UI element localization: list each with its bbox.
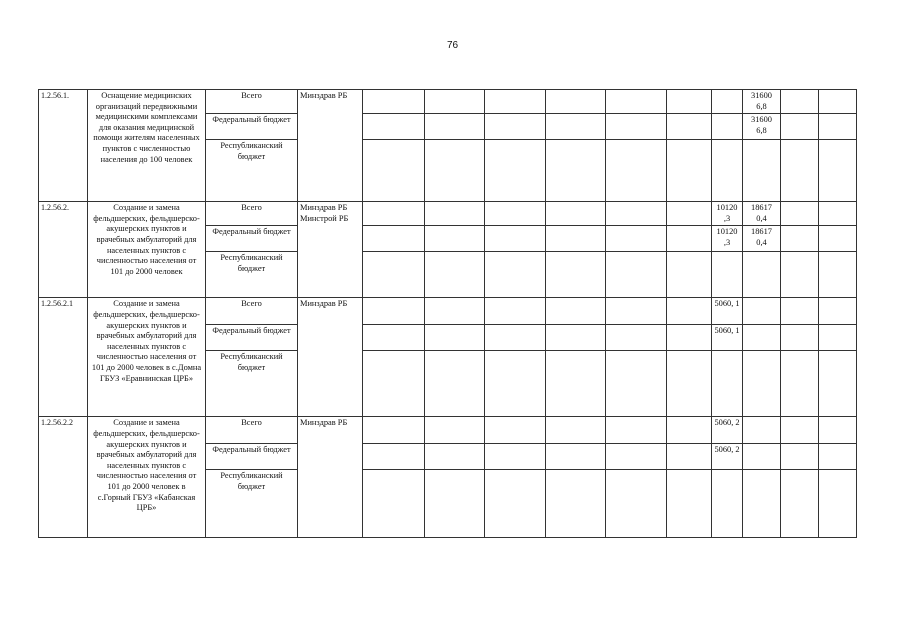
value-cell: 18617 0,4 — [743, 202, 781, 226]
empty-cell — [485, 90, 546, 114]
item-number: 1.2.56.2. — [39, 202, 88, 298]
table-row — [39, 298, 857, 325]
item-number: 1.2.56.2.2 — [39, 417, 88, 538]
empty-cell — [606, 444, 667, 470]
value-cell — [743, 470, 781, 538]
empty-cell — [363, 351, 425, 417]
empty-cell — [546, 202, 606, 226]
table-row — [39, 202, 857, 226]
empty-cell — [485, 470, 546, 538]
value-cell — [743, 417, 781, 444]
empty-cell — [363, 252, 425, 298]
empty-cell — [667, 351, 712, 417]
empty-cell — [546, 470, 606, 538]
funding-source: Всего — [206, 90, 298, 114]
empty-cell — [819, 325, 857, 351]
empty-cell — [781, 325, 819, 351]
empty-cell — [363, 140, 425, 202]
funding-source: Всего — [206, 298, 298, 325]
value-cell — [743, 351, 781, 417]
empty-cell — [819, 252, 857, 298]
value-cell: 10120 ,3 — [712, 202, 743, 226]
empty-cell — [425, 252, 485, 298]
empty-cell — [485, 325, 546, 351]
empty-cell — [781, 444, 819, 470]
empty-cell — [819, 226, 857, 252]
responsible-org: Минздрав РБ — [298, 417, 363, 538]
value-cell: 5060, 1 — [712, 325, 743, 351]
funding-source: Республиканский бюджет — [206, 470, 298, 538]
empty-cell — [363, 444, 425, 470]
value-cell: 31600 6,8 — [743, 114, 781, 140]
empty-cell — [781, 226, 819, 252]
empty-cell — [485, 202, 546, 226]
empty-cell — [606, 252, 667, 298]
empty-cell — [606, 325, 667, 351]
empty-cell — [606, 417, 667, 444]
empty-cell — [667, 252, 712, 298]
empty-cell — [546, 351, 606, 417]
empty-cell — [485, 114, 546, 140]
empty-cell — [781, 417, 819, 444]
empty-cell — [425, 470, 485, 538]
value-cell — [743, 140, 781, 202]
empty-cell — [781, 140, 819, 202]
budget-table — [38, 89, 857, 538]
value-cell — [712, 351, 743, 417]
empty-cell — [781, 202, 819, 226]
empty-cell — [546, 252, 606, 298]
empty-cell — [667, 325, 712, 351]
empty-cell — [606, 140, 667, 202]
empty-cell — [363, 417, 425, 444]
empty-cell — [606, 90, 667, 114]
empty-cell — [606, 351, 667, 417]
empty-cell — [781, 252, 819, 298]
empty-cell — [819, 444, 857, 470]
empty-cell — [667, 226, 712, 252]
empty-cell — [819, 351, 857, 417]
empty-cell — [781, 298, 819, 325]
value-cell — [743, 252, 781, 298]
empty-cell — [485, 444, 546, 470]
empty-cell — [485, 252, 546, 298]
value-cell — [743, 298, 781, 325]
responsible-org: Минздрав РБ Минстрой РБ — [298, 202, 363, 298]
funding-source: Всего — [206, 202, 298, 226]
funding-source: Республиканский бюджет — [206, 351, 298, 417]
value-cell: 18617 0,4 — [743, 226, 781, 252]
empty-cell — [819, 202, 857, 226]
empty-cell — [606, 114, 667, 140]
empty-cell — [667, 444, 712, 470]
empty-cell — [781, 470, 819, 538]
empty-cell — [819, 417, 857, 444]
item-name: Оснащение медицинских организаций передвижными медицинскими комплексами для оказания медицинской помощи жителям населенных пунктов с численностью населения до 100 человек — [88, 90, 206, 202]
funding-source: Федеральный бюджет — [206, 444, 298, 470]
value-cell — [712, 114, 743, 140]
item-number: 1.2.56.1. — [39, 90, 88, 202]
empty-cell — [781, 114, 819, 140]
empty-cell — [546, 140, 606, 202]
empty-cell — [546, 226, 606, 252]
empty-cell — [425, 417, 485, 444]
table-row — [39, 90, 857, 114]
empty-cell — [425, 202, 485, 226]
empty-cell — [667, 202, 712, 226]
empty-cell — [425, 298, 485, 325]
empty-cell — [363, 325, 425, 351]
empty-cell — [667, 470, 712, 538]
value-cell — [712, 470, 743, 538]
empty-cell — [425, 444, 485, 470]
empty-cell — [819, 470, 857, 538]
value-cell — [743, 444, 781, 470]
empty-cell — [485, 140, 546, 202]
empty-cell — [819, 114, 857, 140]
item-name: Создание и замена фельдшерских, фельдшерско-акушерских пунктов и врачебных амбулаторий для населенных пунктов с численностью населения от 101 до 2000 человек в с.Горный ГБУЗ «Кабанская ЦРБ» — [88, 417, 206, 538]
funding-source: Федеральный бюджет — [206, 114, 298, 140]
empty-cell — [606, 470, 667, 538]
empty-cell — [485, 226, 546, 252]
empty-cell — [363, 202, 425, 226]
funding-source: Республиканский бюджет — [206, 252, 298, 298]
item-name: Создание и замена фельдшерских, фельдшерско-акушерских пунктов и врачебных амбулаторий для населенных пунктов с численностью населения от 101 до 2000 человек — [88, 202, 206, 298]
empty-cell — [667, 298, 712, 325]
page-number: 76 — [446, 40, 459, 51]
value-cell: 5060, 1 — [712, 298, 743, 325]
funding-source: Республиканский бюджет — [206, 140, 298, 202]
value-cell: 5060, 2 — [712, 444, 743, 470]
empty-cell — [363, 298, 425, 325]
empty-cell — [363, 226, 425, 252]
empty-cell — [425, 140, 485, 202]
empty-cell — [363, 114, 425, 140]
empty-cell — [363, 90, 425, 114]
empty-cell — [819, 90, 857, 114]
responsible-org: Минздрав РБ — [298, 298, 363, 417]
empty-cell — [667, 140, 712, 202]
empty-cell — [546, 114, 606, 140]
value-cell — [712, 140, 743, 202]
empty-cell — [485, 298, 546, 325]
empty-cell — [781, 351, 819, 417]
empty-cell — [425, 325, 485, 351]
value-cell — [712, 252, 743, 298]
value-cell — [743, 325, 781, 351]
empty-cell — [363, 470, 425, 538]
funding-source: Федеральный бюджет — [206, 226, 298, 252]
item-number: 1.2.56.2.1 — [39, 298, 88, 417]
empty-cell — [606, 226, 667, 252]
empty-cell — [667, 417, 712, 444]
empty-cell — [425, 226, 485, 252]
empty-cell — [425, 351, 485, 417]
table-row — [39, 417, 857, 444]
empty-cell — [606, 298, 667, 325]
empty-cell — [546, 444, 606, 470]
empty-cell — [546, 417, 606, 444]
item-name: Создание и замена фельдшерских, фельдшерско-акушерских пунктов и врачебных амбулаторий для населенных пунктов с численностью населения от 101 до 2000 человек в с.Домна ГБУЗ «Еравнинская ЦРБ» — [88, 298, 206, 417]
funding-source: Всего — [206, 417, 298, 444]
value-cell: 31600 6,8 — [743, 90, 781, 114]
empty-cell — [819, 298, 857, 325]
empty-cell — [425, 114, 485, 140]
empty-cell — [546, 325, 606, 351]
empty-cell — [485, 417, 546, 444]
empty-cell — [819, 140, 857, 202]
table-body — [39, 90, 857, 538]
value-cell — [712, 90, 743, 114]
empty-cell — [425, 90, 485, 114]
empty-cell — [781, 90, 819, 114]
empty-cell — [485, 351, 546, 417]
empty-cell — [606, 202, 667, 226]
empty-cell — [546, 298, 606, 325]
responsible-org: Минздрав РБ — [298, 90, 363, 202]
empty-cell — [546, 90, 606, 114]
value-cell: 10120 ,3 — [712, 226, 743, 252]
empty-cell — [667, 90, 712, 114]
empty-cell — [667, 114, 712, 140]
value-cell: 5060, 2 — [712, 417, 743, 444]
funding-source: Федеральный бюджет — [206, 325, 298, 351]
